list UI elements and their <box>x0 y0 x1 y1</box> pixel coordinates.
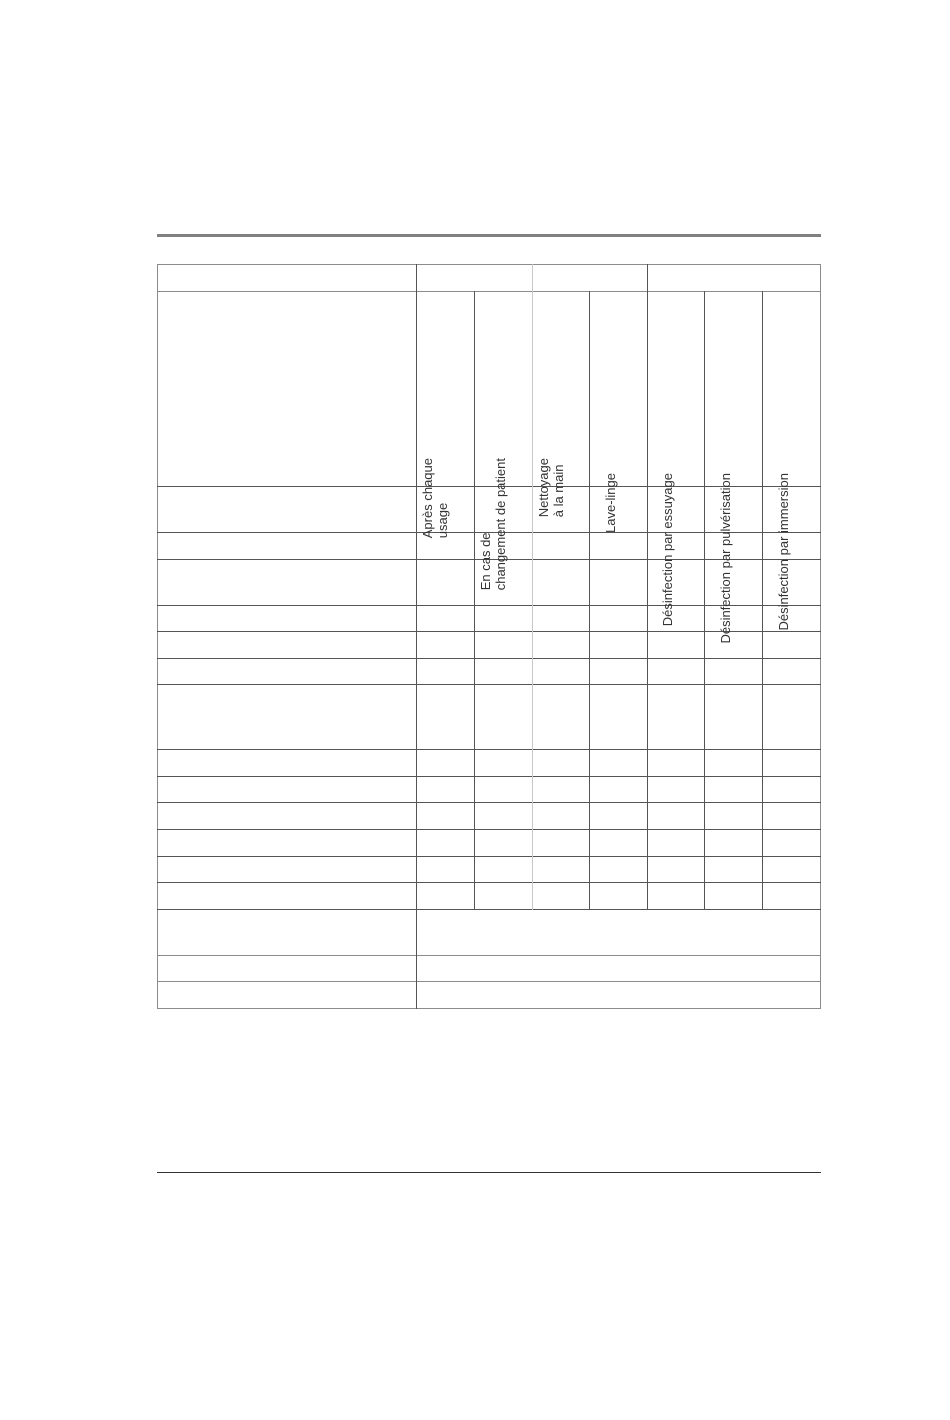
row-divider <box>157 981 821 982</box>
row-divider <box>157 749 821 750</box>
table-border-bottom <box>157 1008 821 1009</box>
label-column-divider <box>416 264 417 1009</box>
row-divider <box>157 802 821 803</box>
column-header-wipe-disinfection: Désinfection par essuyage <box>660 473 675 627</box>
row-divider <box>157 955 821 956</box>
column-header-after-use: Après chaque usage <box>420 458 450 539</box>
table-border-left <box>157 264 158 1009</box>
column-header-washing-machine: Lave-linge <box>603 473 618 533</box>
row-divider <box>157 856 821 857</box>
table-border-top <box>157 264 821 265</box>
footer-rule <box>157 1172 821 1173</box>
row-divider <box>157 829 821 830</box>
row-divider <box>157 776 821 777</box>
row-divider <box>157 684 821 685</box>
cleaning-table <box>157 264 821 1009</box>
column-header-patient-change: En cas de changement de patient <box>478 458 508 591</box>
group-divider <box>532 264 533 292</box>
row-divider <box>157 658 821 659</box>
column-header-hand-cleaning: Nettoyage à la main <box>536 458 566 518</box>
column-header-immersion-disinfection: Désinfection par immersion <box>776 473 791 631</box>
row-divider <box>157 882 821 883</box>
header-rule <box>157 234 821 237</box>
row-divider <box>157 909 821 910</box>
column-header-spray-disinfection: Désinfection par pulvérisation <box>718 473 733 644</box>
